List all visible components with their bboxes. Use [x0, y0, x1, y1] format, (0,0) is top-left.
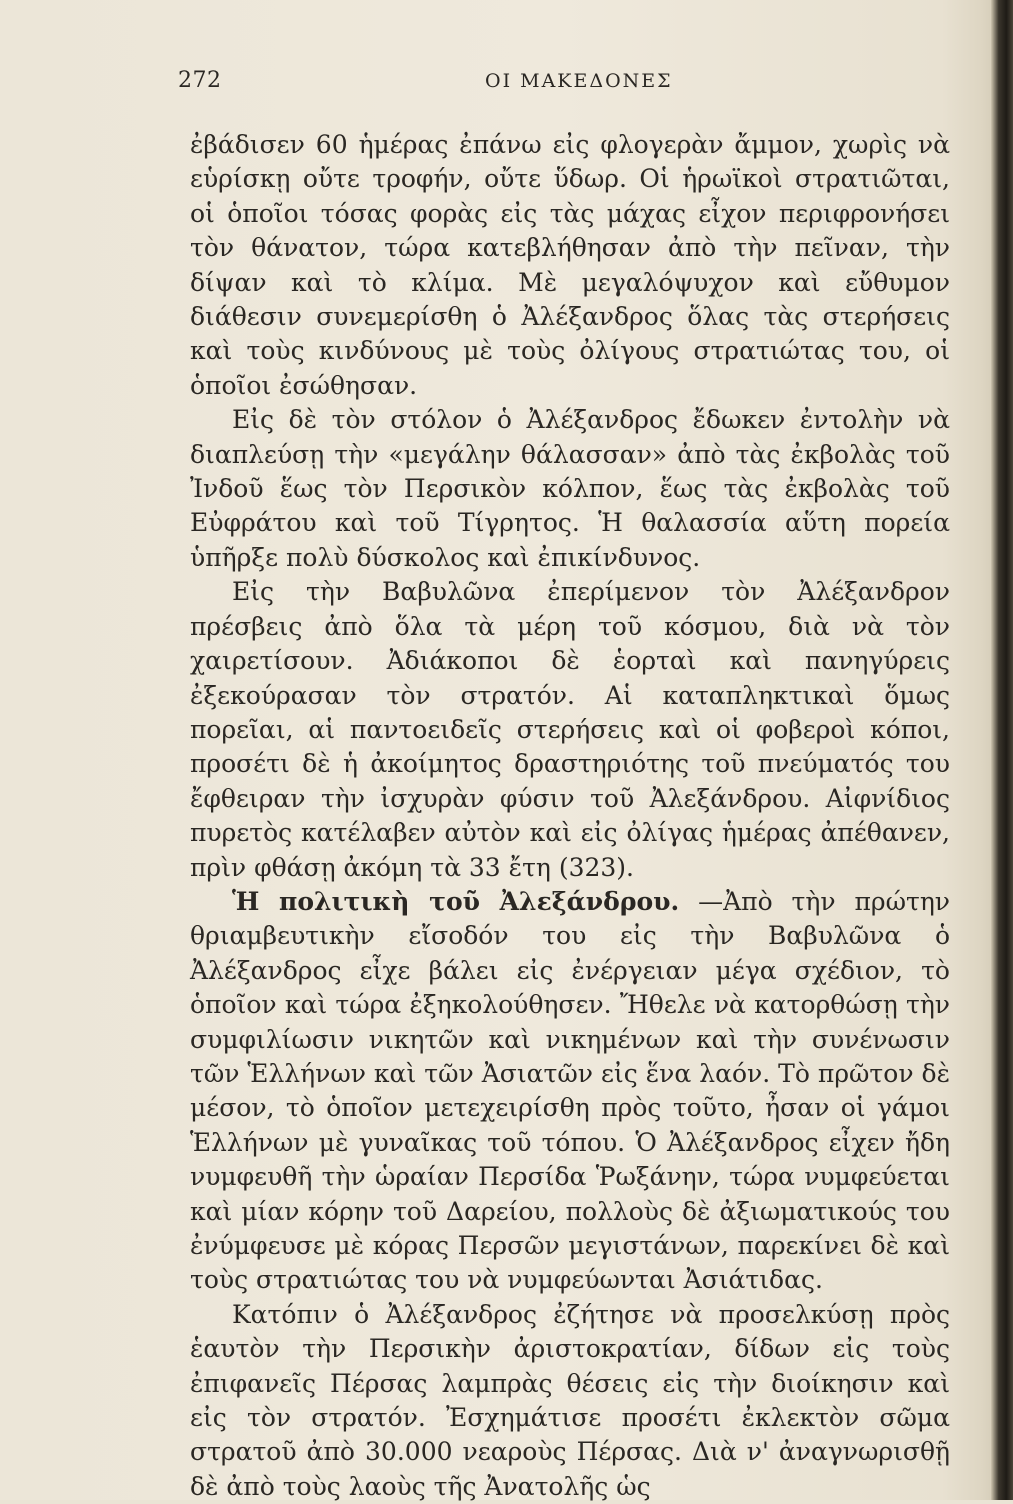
- paragraph-text: —Ἀπὸ τὴν πρώτην θριαμβευτικὴν εἴσοδόν του εἰς τὴν Βαβυλῶνα ὁ Ἀλέξανδρος εἶχε βάλει εἰς ἐνέργειαν μέγα σχέδιον, τὸ ὁποῖον καὶ τώρα ἐξηκολούθησεν. Ἤθελε νὰ κατορθώσῃ τὴν συμφιλίωσιν νικητῶν καὶ νικημένων καὶ τὴν συνένωσιν τῶν Ἑλλήνων καὶ τῶν Ἀσιατῶν εἰς ἕνα λαόν. Τὸ πρῶτον δὲ μέσον, τὸ ὁποῖον μετεχειρίσθη πρὸς τοῦτο, ἦσαν οἱ γάμοι Ἑλλήνων μὲ γυναῖκας τοῦ τόπου. Ὁ Ἀλέξανδρος εἶχεν ἤδη νυμφευθῆ τὴν ὡραίαν Περσίδα Ῥωξάνην, τώρα νυμφεύεται καὶ μίαν κόρην τοῦ Δαρείου, πολλοὺς δὲ ἀξιωματικούς του ἐνύμφευσε μὲ κόρας Περσῶν μεγιστάνων, παρεκίνει δὲ καὶ τοὺς στρατιώτας του νὰ νυμφεύωνται Ἀσιάτιδας.: [190, 886, 950, 1295]
- paragraph-text: ἐβάδισεν 60 ἡμέρας ἐπάνω εἰς φλογερὰν ἄμμον, χωρὶς νὰ εὑρίσκῃ οὔτε τροφήν, οὔτε ὕδωρ. Οἱ ἡρωϊκοὶ στρατιῶται, οἱ ὁποῖοι τόσας φορὰς εἰς τὰς μάχας εἶχον περιφρονήσει τὸν θάνατον, τώρα κατεβλήθησαν ἀπὸ τὴν πεῖναν, τὴν δίψαν καὶ τὸ κλίμα. Μὲ μεγαλόψυχον καὶ εὔθυμον διάθεσιν συνεμερίσθη ὁ Ἀλέξανδρος ὅλας τὰς στερήσεις καὶ τοὺς κινδύνους μὲ τοὺς ὀλίγους στρατιώτας του, οἱ ὁποῖοι ἐσώθησαν.: [190, 130, 950, 400]
- paragraph-text: Κατόπιν ὁ Ἀλέξανδρος ἐζήτησε νὰ προσελκύσῃ πρὸς ἑαυτὸν τὴν Περσικὴν ἀριστοκρατίαν, δίδων εἰς τοὺς ἐπιφανεῖς Πέρσας λαμπρὰς θέσεις εἰς τὴν διοίκησιν καὶ εἰς τὸν στρατόν. Ἐσχημάτισε προσέτι ἐκλεκτὸν σῶμα στρατοῦ ἀπὸ 30.000 νεαροὺς Πέρσας. Διὰ ν' ἀναγνωρισθῇ δὲ ἀπὸ τοὺς λαοὺς τῆς Ἀνατολῆς ὡς: [190, 1299, 950, 1501]
- paragraph: [190, 128, 950, 403]
- page-edge-shadow: [991, 0, 1013, 1500]
- paragraph-text: Εἰς δὲ τὸν στόλον ὁ Ἀλέξανδρος ἔδωκεν ἐντολὴν νὰ διαπλεύσῃ τὴν «μεγάλην θάλασσαν» ἀπὸ τὰς ἐκβολὰς τοῦ Ἰνδοῦ ἕως τὸν Περσικὸν κόλπον, ἕως τὰς ἐκβολὰς τοῦ Εὐφράτου καὶ τοῦ Τίγρητος. Ἡ θαλασσία αὕτη πορεία ὑπῆρξε πολὺ δύσκολος καὶ ἐπικίνδυνος.: [190, 405, 950, 572]
- page-number: 272: [178, 68, 222, 93]
- paragraph: [190, 575, 950, 885]
- paragraph: [190, 403, 950, 575]
- paragraph: [190, 885, 950, 1298]
- paragraph: [190, 1298, 950, 1504]
- page-header: [170, 68, 950, 102]
- paragraph-text: Εἰς τὴν Βαβυλῶνα ἐπερίμενον τὸν Ἀλέξανδρον πρέσβεις ἀπὸ ὅλα τὰ μέρη τοῦ κόσμου, διὰ νὰ τὸν χαιρετίσουν. Ἀδιάκοποι δὲ ἑορταὶ καὶ πανηγύρεις ἐξεκούρασαν τὸν στρατόν. Αἱ καταπληκτικαὶ ὅμως πορεῖαι, αἱ παντοειδεῖς στερήσεις καὶ οἱ φοβεροὶ κόποι, προσέτι δὲ ἡ ἀκοίμητος δραστηριότης τοῦ πνεύματός του ἔφθειραν τὴν ἰσχυρὰν φύσιν τοῦ Ἀλεξάνδρου. Αἰφνίδιος πυρετὸς κατέλαβεν αὐτὸν καὶ εἰς ὀλίγας ἡμέρας ἀπέθανεν, πρὶν φθάσῃ ἀκόμη τὰ 33 ἔτη (323).: [190, 577, 950, 882]
- body-text: [190, 128, 950, 1504]
- section-title: Ἡ πολιτικὴ τοῦ Ἀλεξάνδρου.: [232, 886, 680, 916]
- running-title: ΟΙ ΜΑΚΕΔΟΝΕΣ: [485, 70, 673, 92]
